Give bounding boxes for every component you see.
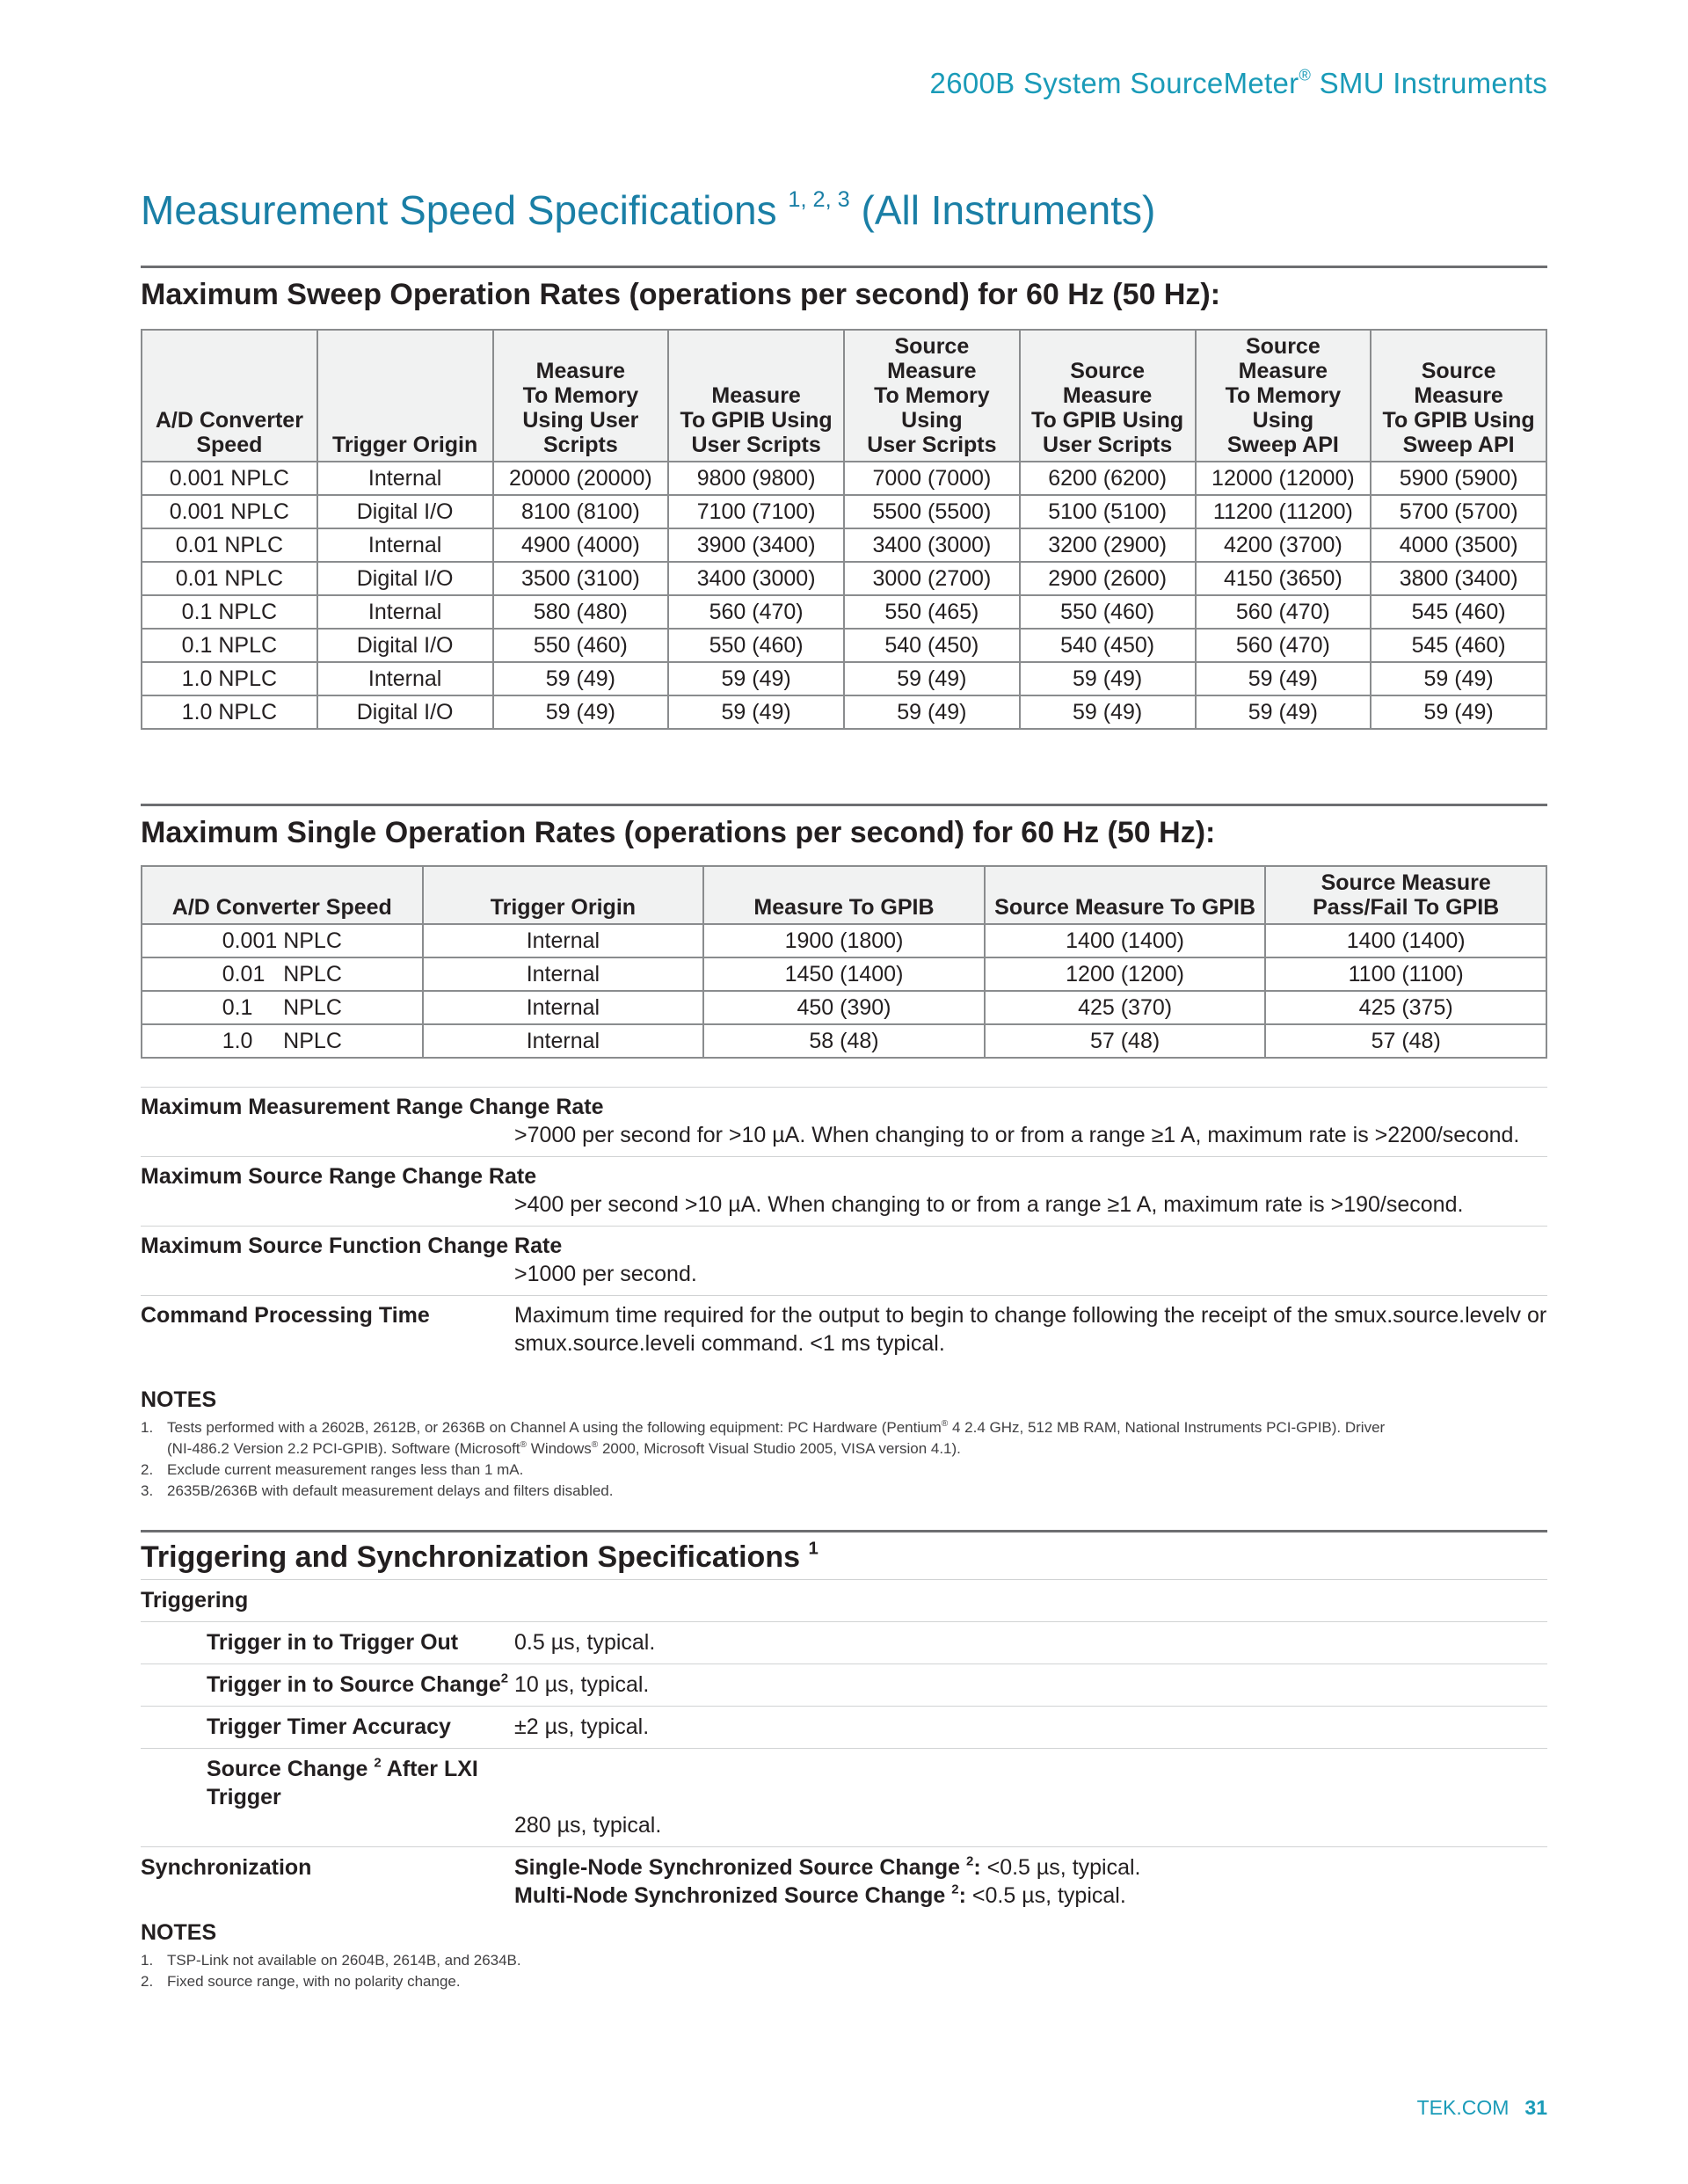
table-cell: 3400 (3000) [844,528,1020,562]
running-header: 2600B System SourceMeter® SMU Instruments [929,66,1547,99]
table-cell: 59 (49) [844,695,1020,729]
notes-list [141,1417,1547,1502]
table-cell: Internal [423,924,704,957]
table-row [142,662,1546,695]
table-cell: 59 (49) [493,695,669,729]
sweep-heading: Maximum Sweep Operation Rates (operations per second) for 60 Hz (50 Hz): [141,278,1221,311]
table-cell: 0.1 NPLC [142,629,317,662]
table-cell: 59 (49) [1020,695,1196,729]
table-cell: 4200 (3700) [1196,528,1372,562]
section-divider [141,804,1547,806]
table-cell: 3500 (3100) [493,562,669,595]
table-cell: 1200 (1200) [985,957,1266,991]
table-cell: 59 (49) [1020,662,1196,695]
table-cell: 57 (48) [985,1024,1266,1058]
table-cell: Internal [317,528,493,562]
table-row [142,991,1546,1024]
table-cell: 58 (48) [703,1024,985,1058]
note-item: 1. TSP-Link not available on 2604B, 2614B, and 2634B. [141,1952,521,1969]
table-row [142,924,1546,957]
table-cell: Digital I/O [317,629,493,662]
table-row [142,629,1546,662]
table-row [142,595,1546,629]
table-cell: 1450 (1400) [703,957,985,991]
table-cell: Digital I/O [317,695,493,729]
table-cell: 59 (49) [1196,662,1372,695]
table-cell: 5900 (5900) [1371,462,1546,495]
single-heading: Maximum Single Operation Rates (operations per second) for 60 Hz (50 Hz): [141,816,1216,849]
table-cell: 545 (460) [1371,629,1546,662]
spec-source-range-rate: Maximum Source Range Change Rate >400 per second >10 µA. When changing to or from a range ≥1 A, maximum rate is >190/second. [141,1156,1547,1226]
table-cell: 9800 (9800) [668,462,844,495]
table-cell: 0.1 NPLC [142,991,423,1024]
table-cell: 1.0 NPLC [142,695,317,729]
table-cell: 1900 (1800) [703,924,985,957]
table-cell: 59 (49) [1196,695,1372,729]
table-cell: 3800 (3400) [1371,562,1546,595]
rate-spec-list [141,1087,1547,1365]
single-column-header: Source Measure Pass/Fail To GPIB [1265,866,1546,924]
table-cell: 7000 (7000) [844,462,1020,495]
sweep-column-header: Measure To GPIB Using User Scripts [668,330,844,462]
table-cell: 57 (48) [1265,1024,1546,1058]
single-column-header: A/D Converter Speed [142,866,423,924]
table-cell: 3900 (3400) [668,528,844,562]
table-cell: 5700 (5700) [1371,495,1546,528]
single-rates-table [141,865,1547,1059]
table-cell: 3000 (2700) [844,562,1020,595]
sweep-column-header: Measure To Memory Using User Scripts [493,330,669,462]
table-cell: 0.01 NPLC [142,528,317,562]
sweep-column-header: Source Measure To GPIB Using User Scripts [1020,330,1196,462]
sweep-column-header: Source Measure To Memory Using Sweep API [1196,330,1372,462]
table-cell: 59 (49) [1371,695,1546,729]
table-cell: 1400 (1400) [1265,924,1546,957]
note-item: 3. 2635B/2636B with default measurement delays and filters disabled. [141,1482,614,1499]
table-cell: 1100 (1100) [1265,957,1546,991]
notes-title: NOTES [141,1920,217,1945]
table-row [142,528,1546,562]
note-item: 1. Tests performed with a 2602B, 2612B, or 2636B on Channel A using the following equipment: PC Hardware (Pentium® 4 2.4 GHz, 512 MB RAM, National Instruments PCI-GPIB). Driver (NI-486.2 Version 2.2 PCI-GPIB). Software (Microsoft® Windows® 2000, Microsoft Visual Studio 2005, VISA version 4.1). [141,1418,1386,1457]
table-cell: 6200 (6200) [1020,462,1196,495]
table-cell: 0.01 NPLC [142,957,423,991]
single-column-header: Measure To GPIB [703,866,985,924]
table-cell: 59 (49) [844,662,1020,695]
table-cell: 550 (460) [1020,595,1196,629]
notes-title: NOTES [141,1387,217,1412]
table-cell: 425 (370) [985,991,1266,1024]
page-footer: TEK.COM 31 [1416,2096,1547,2119]
table-cell: Internal [317,462,493,495]
trigger-heading: Triggering and Synchronization Specifications $^1$ [141,1539,819,1574]
table-cell: 0.001 NPLC [142,462,317,495]
spec-lxi-trigger: Source Change $^2$ After LXI Trigger 280 µs, typical. [141,1748,1547,1846]
table-cell: 1.0 NPLC [142,662,317,695]
table-cell: 540 (450) [1020,629,1196,662]
table-cell: 580 (480) [493,595,669,629]
sweep-column-header: Source Measure To Memory Using User Scripts [844,330,1020,462]
table-cell: 560 (470) [668,595,844,629]
table-cell: 59 (49) [668,695,844,729]
note-item: 2. Exclude current measurement ranges less than 1 mA. [141,1461,524,1478]
table-cell: 11200 (11200) [1196,495,1372,528]
table-cell: 550 (460) [493,629,669,662]
table-cell: 3400 (3000) [668,562,844,595]
table-cell: Internal [317,595,493,629]
table-cell: 4000 (3500) [1371,528,1546,562]
table-cell: Digital I/O [317,495,493,528]
table-cell: 540 (450) [844,629,1020,662]
sweep-rates-table [141,329,1547,730]
table-row [142,1024,1546,1058]
table-row [142,495,1546,528]
table-cell: 450 (390) [703,991,985,1024]
page-title: Measurement Speed Specifications $^{1, 2, 3}$ (All Instruments) [141,186,1156,233]
table-row [142,462,1546,495]
table-cell: 59 (49) [1371,662,1546,695]
spec-triggering: Triggering [141,1579,1547,1621]
table-row [142,695,1546,729]
table-cell: 5500 (5500) [844,495,1020,528]
table-cell: 0.001 NPLC [142,924,423,957]
sweep-column-header: Trigger Origin [317,330,493,462]
spec-measure-range-rate: Maximum Measurement Range Change Rate >7000 per second for >10 µA. When changing to or from a range ≥1 A, maximum rate is >2200/second. [141,1087,1547,1156]
table-cell: 4900 (4000) [493,528,669,562]
table-cell: Internal [423,991,704,1024]
section-divider [141,1530,1547,1532]
table-cell: 5100 (5100) [1020,495,1196,528]
table-cell: 560 (470) [1196,595,1372,629]
table-cell: 560 (470) [1196,629,1372,662]
spec-command-processing: Command Processing Time Maximum time required for the output to begin to change following the receipt of the smux.source.levelv or smux.source.leveli command. <1 ms typical. [141,1295,1547,1365]
table-cell: 1.0 NPLC [142,1024,423,1058]
table-cell: 7100 (7100) [668,495,844,528]
table-cell: 12000 (12000) [1196,462,1372,495]
table-cell: Internal [423,957,704,991]
table-cell: 1400 (1400) [985,924,1266,957]
table-cell: 0.1 NPLC [142,595,317,629]
notes-list [141,1950,1547,1992]
table-cell: 3200 (2900) [1020,528,1196,562]
spec-trigger-in-out: Trigger in to Trigger Out 0.5 µs, typical. [141,1621,1547,1663]
table-cell: Digital I/O [317,562,493,595]
table-cell: 0.01 NPLC [142,562,317,595]
table-cell: Internal [317,662,493,695]
table-cell: 8100 (8100) [493,495,669,528]
table-cell: 0.001 NPLC [142,495,317,528]
sweep-column-header: A/D Converter Speed [142,330,317,462]
page-number: 31 [1524,2096,1547,2119]
table-row [142,957,1546,991]
trigger-spec-list [141,1579,1547,1917]
table-cell: 550 (465) [844,595,1020,629]
table-cell: 2900 (2600) [1020,562,1196,595]
note-item: 2. Fixed source range, with no polarity change. [141,1973,461,1990]
spec-trigger-source-change: Trigger in to Source Change$^2$ 10 µs, typical. [141,1663,1547,1706]
single-column-header: Source Measure To GPIB [985,866,1266,924]
section-divider [141,266,1547,268]
table-cell: 425 (375) [1265,991,1546,1024]
table-cell: 545 (460) [1371,595,1546,629]
table-cell: 59 (49) [668,662,844,695]
single-column-header: Trigger Origin [423,866,704,924]
table-row [142,562,1546,595]
table-cell: Internal [423,1024,704,1058]
sweep-column-header: Source Measure To GPIB Using Sweep API [1371,330,1546,462]
table-cell: 59 (49) [493,662,669,695]
spec-source-function-rate: Maximum Source Function Change Rate >1000 per second. [141,1226,1547,1295]
table-cell: 550 (460) [668,629,844,662]
spec-synchronization: Synchronization Single-Node Synchronized Source Change $^2$: <0.5 µs, typical. Multi-Node Synchronized Source Change $^2$: <0.5 µs, typical. [141,1846,1547,1917]
table-cell: 20000 (20000) [493,462,669,495]
spec-trigger-timer: Trigger Timer Accuracy ±2 µs, typical. [141,1706,1547,1748]
table-cell: 4150 (3650) [1196,562,1372,595]
